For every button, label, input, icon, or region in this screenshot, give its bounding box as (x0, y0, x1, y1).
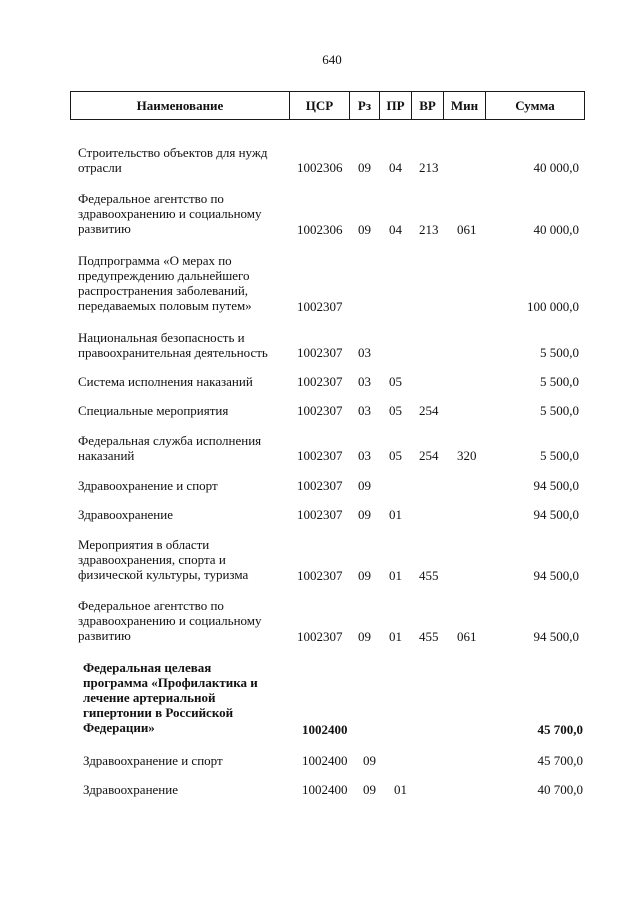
row-rz: 09 (358, 222, 371, 237)
row-name: Федеральное агентство по здравоохранению и социальному развитию (78, 598, 262, 643)
row-sum: 94 500,0 (533, 478, 579, 493)
table-row (0, 253, 640, 314)
row-name: Национальная безопасность и правоохранительная деятельность (78, 330, 268, 360)
row-sum: 5 500,0 (540, 448, 579, 463)
row-name: Здравоохранение (83, 782, 178, 797)
row-csr: 1002307 (297, 403, 343, 418)
row-pr: 05 (389, 374, 402, 389)
row-pr: 01 (394, 782, 407, 797)
row-rz: 03 (358, 345, 371, 360)
row-vr: 213 (419, 222, 439, 237)
header-min: Мин (444, 92, 486, 119)
row-name: Федеральная служба исполнения наказаний (78, 433, 262, 463)
row-min: 061 (457, 629, 477, 644)
row-sum: 40 000,0 (533, 222, 579, 237)
table-row (0, 433, 640, 463)
row-min: 061 (457, 222, 477, 237)
row-name: Система исполнения наказаний (78, 374, 253, 389)
row-rz: 09 (358, 507, 371, 522)
row-csr: 1002400 (302, 782, 348, 797)
row-name: Специальные мероприятия (78, 403, 229, 418)
row-name: Федеральная целевая программа «Профилактика и лечение артериальной гипертонии в Российской Федерации» (83, 660, 258, 735)
row-csr: 1002307 (297, 629, 343, 644)
row-sum: 5 500,0 (540, 345, 579, 360)
table-row (0, 403, 640, 418)
row-min: 320 (457, 448, 477, 463)
header-pr: ПР (380, 92, 412, 119)
row-sum: 5 500,0 (540, 374, 579, 389)
row-rz: 03 (358, 403, 371, 418)
row-pr: 04 (389, 160, 402, 175)
row-pr: 01 (389, 568, 402, 583)
row-rz: 09 (363, 782, 376, 797)
row-csr: 1002307 (297, 478, 343, 493)
table-row (0, 507, 640, 522)
row-sum: 100 000,0 (527, 299, 579, 314)
header-name: Наименование (71, 92, 290, 119)
row-vr: 254 (419, 403, 439, 418)
row-rz: 09 (358, 568, 371, 583)
header-rz: Рз (350, 92, 380, 119)
row-pr: 01 (389, 507, 402, 522)
table-row (0, 145, 640, 175)
row-sum: 45 700,0 (537, 722, 583, 737)
row-name: Здравоохранение и спорт (78, 478, 218, 493)
row-csr: 1002307 (297, 374, 343, 389)
row-sum: 94 500,0 (533, 629, 579, 644)
table-row (0, 782, 640, 797)
row-sum: 94 500,0 (533, 568, 579, 583)
row-name: Строительство объектов для нужд отрасли (78, 145, 268, 175)
row-name: Здравоохранение (78, 507, 173, 522)
row-vr: 455 (419, 568, 439, 583)
row-rz: 09 (363, 753, 376, 768)
table-header (70, 91, 585, 120)
row-name: Федеральное агентство по здравоохранению и социальному развитию (78, 191, 262, 236)
row-sum: 40 700,0 (537, 782, 583, 797)
row-csr: 1002400 (302, 722, 348, 737)
row-csr: 1002400 (302, 753, 348, 768)
row-rz: 03 (358, 448, 371, 463)
row-pr: 05 (389, 448, 402, 463)
row-vr: 455 (419, 629, 439, 644)
row-name: Здравоохранение и спорт (83, 753, 223, 768)
table-row (0, 660, 640, 737)
row-csr: 1002307 (297, 507, 343, 522)
row-csr: 1002306 (297, 222, 343, 237)
row-sum: 94 500,0 (533, 507, 579, 522)
row-pr: 05 (389, 403, 402, 418)
row-csr: 1002307 (297, 345, 343, 360)
row-name: Мероприятия в области здравоохранения, спорта и физической культуры, туризма (78, 537, 249, 582)
row-csr: 1002306 (297, 160, 343, 175)
row-sum: 40 000,0 (533, 160, 579, 175)
row-csr: 1002307 (297, 568, 343, 583)
table-row (0, 191, 640, 237)
table-row (0, 330, 640, 360)
row-vr: 213 (419, 160, 439, 175)
row-rz: 09 (358, 478, 371, 493)
row-rz: 03 (358, 374, 371, 389)
row-name: Подпрограмма «О мерах по предупреждению дальнейшего распространения заболеваний, передаваемых половым путем» (78, 253, 252, 313)
row-pr: 04 (389, 222, 402, 237)
table-row (0, 753, 640, 768)
row-sum: 5 500,0 (540, 403, 579, 418)
header-vr: ВР (412, 92, 444, 119)
row-rz: 09 (358, 629, 371, 644)
table-row (0, 537, 640, 583)
table-row (0, 598, 640, 644)
row-csr: 1002307 (297, 448, 343, 463)
header-sum: Сумма (515, 97, 555, 113)
row-rz: 09 (358, 160, 371, 175)
table-row (0, 374, 640, 389)
row-pr: 01 (389, 629, 402, 644)
row-csr: 1002307 (297, 299, 343, 314)
header-csr: ЦСР (290, 92, 350, 119)
table-row (0, 478, 640, 493)
row-sum: 45 700,0 (537, 753, 583, 768)
page-number: 640 (322, 52, 342, 67)
row-vr: 254 (419, 448, 439, 463)
